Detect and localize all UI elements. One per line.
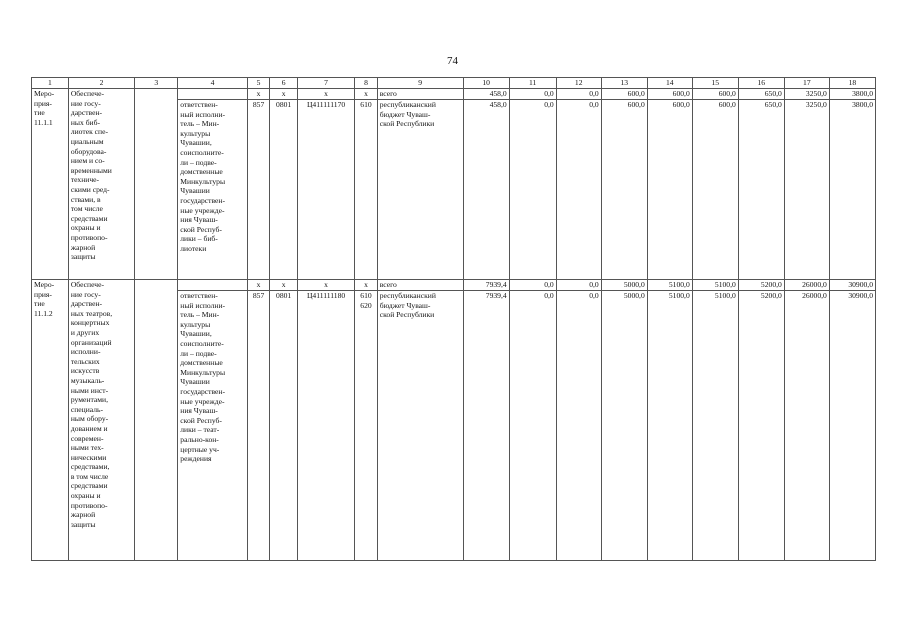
column-header: 1 xyxy=(32,78,69,89)
cell-target-article: Ц411111170 xyxy=(297,100,354,280)
column-header: 14 xyxy=(647,78,692,89)
column-header: 3 xyxy=(135,78,178,89)
cell-target-article: x xyxy=(297,89,354,100)
measure-label: Меро- прия- тие 11.1.1 xyxy=(32,89,69,280)
cell-expense-type: 610 620 xyxy=(355,291,378,561)
cell-value: 3800,0 xyxy=(829,89,875,100)
table-row xyxy=(32,280,876,291)
cell-value: 5200,0 xyxy=(738,291,784,561)
cell-value: 3250,0 xyxy=(784,100,829,280)
cell-value: 7939,4 xyxy=(463,280,509,291)
cell-value: 7939,4 xyxy=(463,291,509,561)
cell-expense-type: x xyxy=(355,280,378,291)
cell-section: x xyxy=(270,89,298,100)
cell-value: 600,0 xyxy=(692,100,738,280)
column-header: 11 xyxy=(509,78,556,89)
cell-value: 5000,0 xyxy=(601,280,647,291)
column-header: 7 xyxy=(297,78,354,89)
column-header: 18 xyxy=(829,78,875,89)
table-row xyxy=(32,89,876,100)
cell-funding-source: республиканский бюджет Чуваш- ской Республики xyxy=(377,291,463,561)
cell-value: 650,0 xyxy=(738,100,784,280)
cell-value: 0,0 xyxy=(556,89,601,100)
measure-description: Обеспече- ние госу- дарствен- ных театров, концертных и других организаций исполни- тельских искусств музыкаль- ными инст- рументами, специаль- ным обору- дованием и современ- ными тех- ническими средствами, в том числе средствами охраны и противопо- жарной защиты xyxy=(68,280,134,561)
column-header: 5 xyxy=(247,78,270,89)
cell-executor: ответствен- ный исполни- тель – Мин- культуры Чувашии, соисполните- ли – подве- домственные Минкультуры Чувашии государствен- ные учрежде- ния Чуваш- ской Респуб- лики – биб- лиотеки xyxy=(178,100,248,280)
column-header: 2 xyxy=(68,78,134,89)
cell-value: 5100,0 xyxy=(647,291,692,561)
cell-value: 600,0 xyxy=(647,100,692,280)
cell-funding-source: всего xyxy=(377,89,463,100)
cell-value: 0,0 xyxy=(509,280,556,291)
cell-value: 3800,0 xyxy=(829,100,875,280)
cell-value: 0,0 xyxy=(509,100,556,280)
cell-value: 5100,0 xyxy=(647,280,692,291)
cell-expense-type: 610 xyxy=(355,100,378,280)
cell-value: 600,0 xyxy=(601,89,647,100)
cell-section: x xyxy=(270,280,298,291)
cell-value: 600,0 xyxy=(692,89,738,100)
cell-funding-source: республиканский бюджет Чуваш- ской Республики xyxy=(377,100,463,280)
cell-value: 458,0 xyxy=(463,100,509,280)
page-number: 74 xyxy=(447,55,458,67)
cell-grbs: 857 xyxy=(247,100,270,280)
cell-value: 0,0 xyxy=(509,89,556,100)
cell-col3 xyxy=(135,280,178,561)
program-table xyxy=(31,77,876,561)
cell-funding-source: всего xyxy=(377,280,463,291)
cell-value: 5100,0 xyxy=(692,291,738,561)
cell-value: 26000,0 xyxy=(784,291,829,561)
column-header: 9 xyxy=(377,78,463,89)
cell-grbs: x xyxy=(247,280,270,291)
header-row xyxy=(32,78,876,89)
column-header: 12 xyxy=(556,78,601,89)
column-header: 17 xyxy=(784,78,829,89)
cell-value: 458,0 xyxy=(463,89,509,100)
cell-col4-empty xyxy=(178,89,248,100)
cell-value: 0,0 xyxy=(556,291,601,561)
cell-value: 26000,0 xyxy=(784,280,829,291)
cell-grbs: 857 xyxy=(247,291,270,561)
cell-value: 5200,0 xyxy=(738,280,784,291)
cell-value: 30900,0 xyxy=(829,291,875,561)
cell-value: 0,0 xyxy=(509,291,556,561)
column-header: 8 xyxy=(355,78,378,89)
measure-label: Меро- прия- тие 11.1.2 xyxy=(32,280,69,561)
cell-value: 0,0 xyxy=(556,280,601,291)
cell-value: 600,0 xyxy=(601,100,647,280)
cell-value: 5000,0 xyxy=(601,291,647,561)
measure-description: Обеспече- ние госу- дарствен- ных биб- лиотек спе- циальным оборудова- нием и со- временными техниче- скими сред- ствами, в том числе средствами охраны и противопо- жарной защиты xyxy=(68,89,134,280)
column-header: 15 xyxy=(692,78,738,89)
cell-value: 600,0 xyxy=(647,89,692,100)
cell-col3 xyxy=(135,89,178,280)
cell-target-article: x xyxy=(297,280,354,291)
column-header: 6 xyxy=(270,78,298,89)
cell-expense-type: x xyxy=(355,89,378,100)
column-header: 10 xyxy=(463,78,509,89)
cell-grbs: x xyxy=(247,89,270,100)
cell-value: 5100,0 xyxy=(692,280,738,291)
cell-value: 30900,0 xyxy=(829,280,875,291)
cell-executor: ответствен- ный исполни- тель – Мин- культуры Чувашии, соисполните- ли – подве- домственные Минкультуры Чувашии государствен- ные учрежде- ния Чуваш- ской Респуб- лики – теат- рально-кон- цертные уч- реждения xyxy=(178,291,248,561)
column-header: 16 xyxy=(738,78,784,89)
cell-section: 0801 xyxy=(270,291,298,561)
column-header: 4 xyxy=(178,78,248,89)
cell-value: 3250,0 xyxy=(784,89,829,100)
cell-col4-empty xyxy=(178,280,248,291)
cell-target-article: Ц411111180 xyxy=(297,291,354,561)
column-header: 13 xyxy=(601,78,647,89)
cell-value: 650,0 xyxy=(738,89,784,100)
cell-value: 0,0 xyxy=(556,100,601,280)
cell-section: 0801 xyxy=(270,100,298,280)
